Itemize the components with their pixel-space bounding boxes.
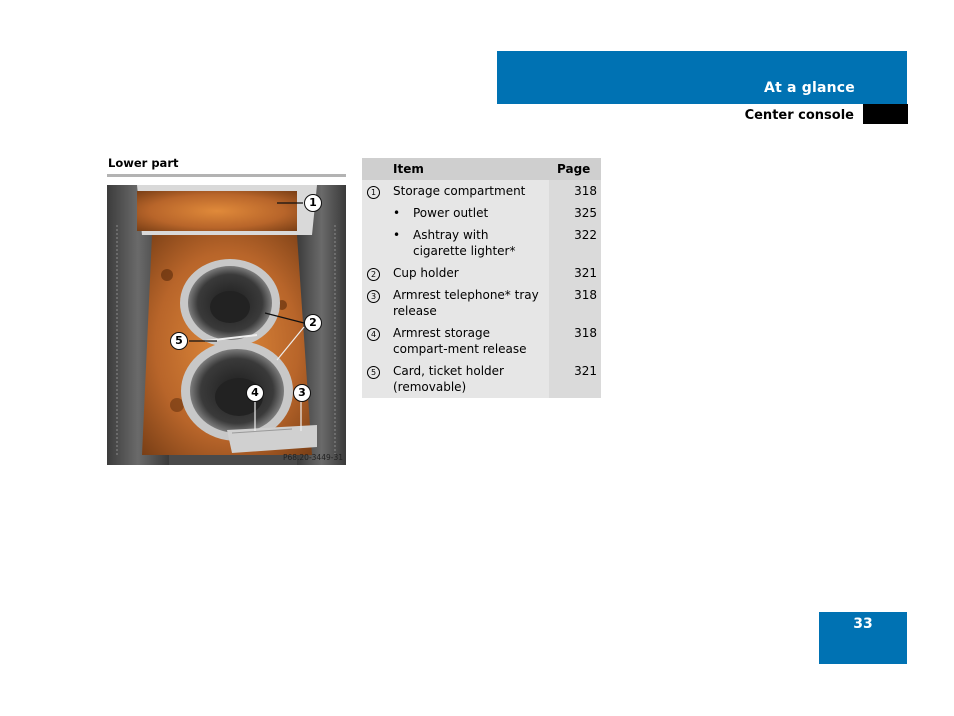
header-bar [497, 51, 907, 104]
row-page: 318 [549, 322, 601, 360]
table-row [362, 180, 601, 202]
header-num-cell [362, 158, 389, 180]
callout-4: 4 [246, 384, 264, 402]
table-row [362, 360, 601, 398]
header-page: Page [549, 158, 601, 180]
bullet-icon: • [393, 228, 401, 242]
callout-5: 5 [170, 332, 188, 350]
figure-code: P68.20-3449-31 [282, 453, 343, 462]
page-number-box [819, 612, 907, 664]
section-tab-marker [863, 104, 908, 124]
bullet-icon: • [393, 206, 401, 220]
row-num [362, 202, 389, 224]
section-title: Center console [744, 108, 854, 123]
row-page: 318 [549, 284, 601, 322]
row-num: 1 [362, 180, 389, 202]
row-num: 5 [362, 360, 389, 398]
table-header-row [362, 158, 601, 180]
table-row [362, 322, 601, 360]
callout-3: 3 [293, 384, 311, 402]
row-item: • Power outlet [389, 202, 549, 224]
row-item: Storage compartment [389, 180, 549, 202]
row-page: 318 [549, 180, 601, 202]
items-table [362, 158, 601, 398]
row-num: 3 [362, 284, 389, 322]
row-item: • Ashtray with cigarette lighter* [389, 224, 549, 262]
table-row [362, 202, 601, 224]
row-item: Cup holder [389, 262, 549, 284]
row-page: 325 [549, 202, 601, 224]
table-row [362, 224, 601, 262]
row-num [362, 224, 389, 262]
row-num: 2 [362, 262, 389, 284]
sub-heading: Lower part [108, 156, 179, 170]
chapter-title: At a glance [764, 80, 855, 96]
table-row [362, 284, 601, 322]
row-item: Armrest telephone* tray release [389, 284, 549, 322]
row-page: 322 [549, 224, 601, 262]
callout-2: 2 [304, 314, 322, 332]
row-page: 321 [549, 360, 601, 398]
row-page: 321 [549, 262, 601, 284]
callout-1: 1 [304, 194, 322, 212]
sub-heading-rule [107, 174, 346, 177]
row-item: Card, ticket holder (removable) [389, 360, 549, 398]
row-item: Armrest storage compart-ment release [389, 322, 549, 360]
header-item: Item [389, 158, 549, 180]
table-row [362, 262, 601, 284]
page-number: 33 [853, 616, 873, 632]
center-console-photo [107, 185, 346, 465]
row-num: 4 [362, 322, 389, 360]
